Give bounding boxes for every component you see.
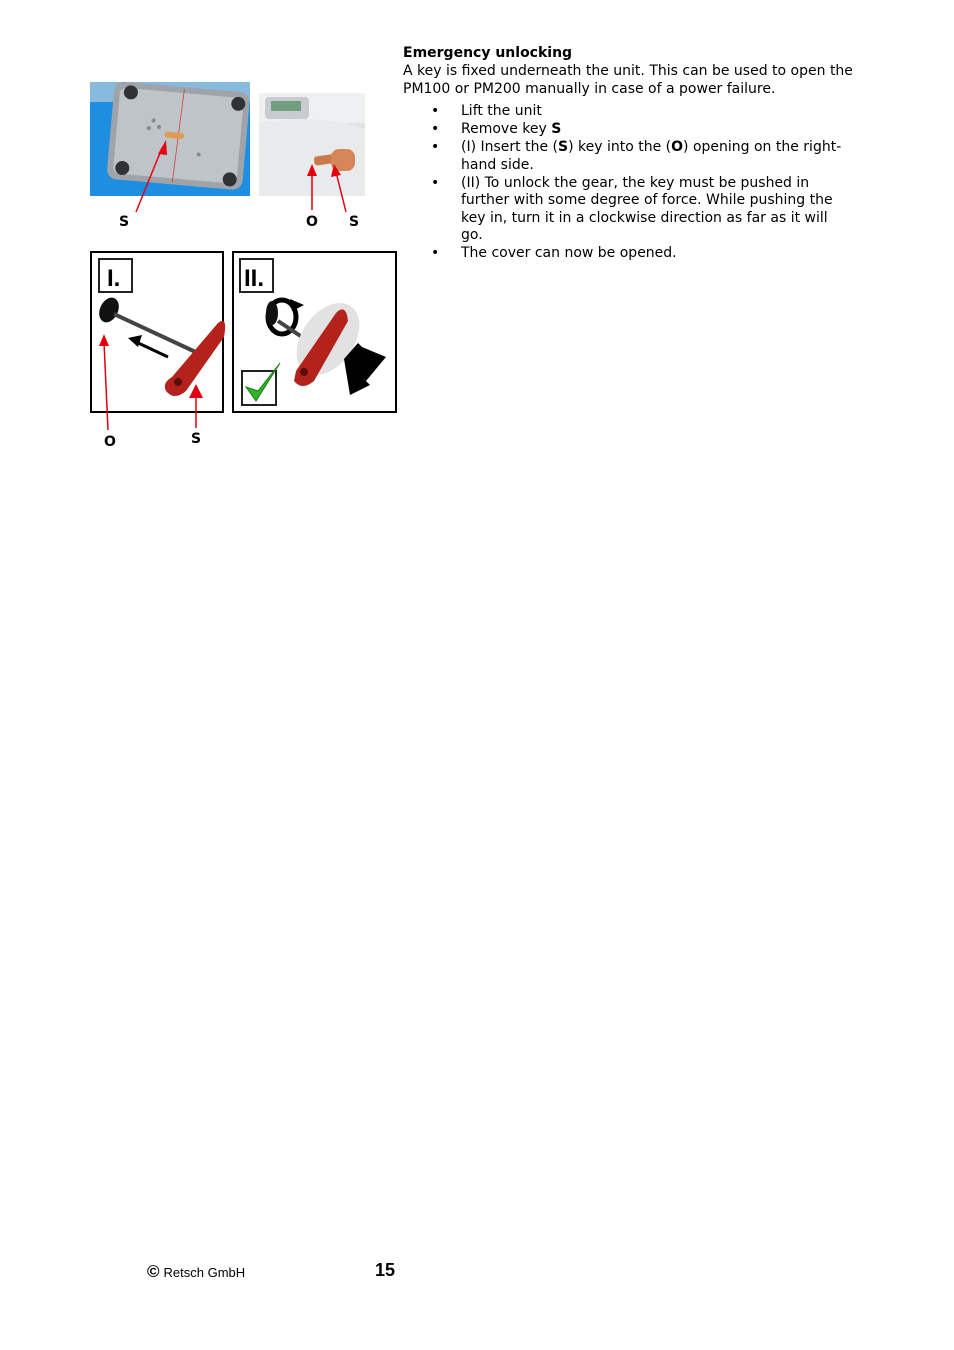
step-text: (II) To unlock the gear, the key must be pushed in further with some degree of force. While pushing the key in, turn it in a clockwise direction as far as it will go.	[461, 174, 833, 243]
copyright-icon: ©	[147, 1262, 160, 1281]
section-intro: A key is fixed underneath the unit. This can be used to open the PM100 or PM200 manually in case of a power failure.	[403, 63, 853, 97]
opening-label: O	[306, 214, 318, 230]
step-key-label: S	[551, 121, 562, 137]
step-text: Remove key	[461, 121, 552, 137]
bullet: •	[431, 245, 440, 261]
step-text: ) opening on the right-hand side.	[461, 139, 842, 173]
footer-copyright	[147, 1262, 245, 1282]
step-opening-label: O	[671, 139, 684, 155]
opening-label: O	[104, 434, 116, 450]
page-number: 15	[375, 1260, 396, 1280]
key-label: S	[191, 431, 202, 447]
bullet: •	[431, 174, 440, 191]
section-heading: Emergency unlocking	[403, 45, 573, 61]
step-text: Lift the unit	[461, 103, 542, 119]
key-label: S	[349, 214, 360, 230]
bullet: •	[431, 139, 440, 155]
step-text: The cover can now be opened.	[461, 245, 677, 261]
bullet: •	[431, 121, 440, 137]
panel-two-label: II.	[244, 265, 265, 292]
company-name: Retsch GmbH	[163, 1265, 246, 1280]
panel-one-label: I.	[107, 265, 121, 292]
step-key-label: S	[558, 139, 569, 155]
step-text: ) key into the (	[568, 139, 672, 155]
bullet: •	[431, 103, 440, 119]
step-text: (I) Insert the (	[461, 139, 558, 155]
key-label: S	[119, 214, 130, 230]
